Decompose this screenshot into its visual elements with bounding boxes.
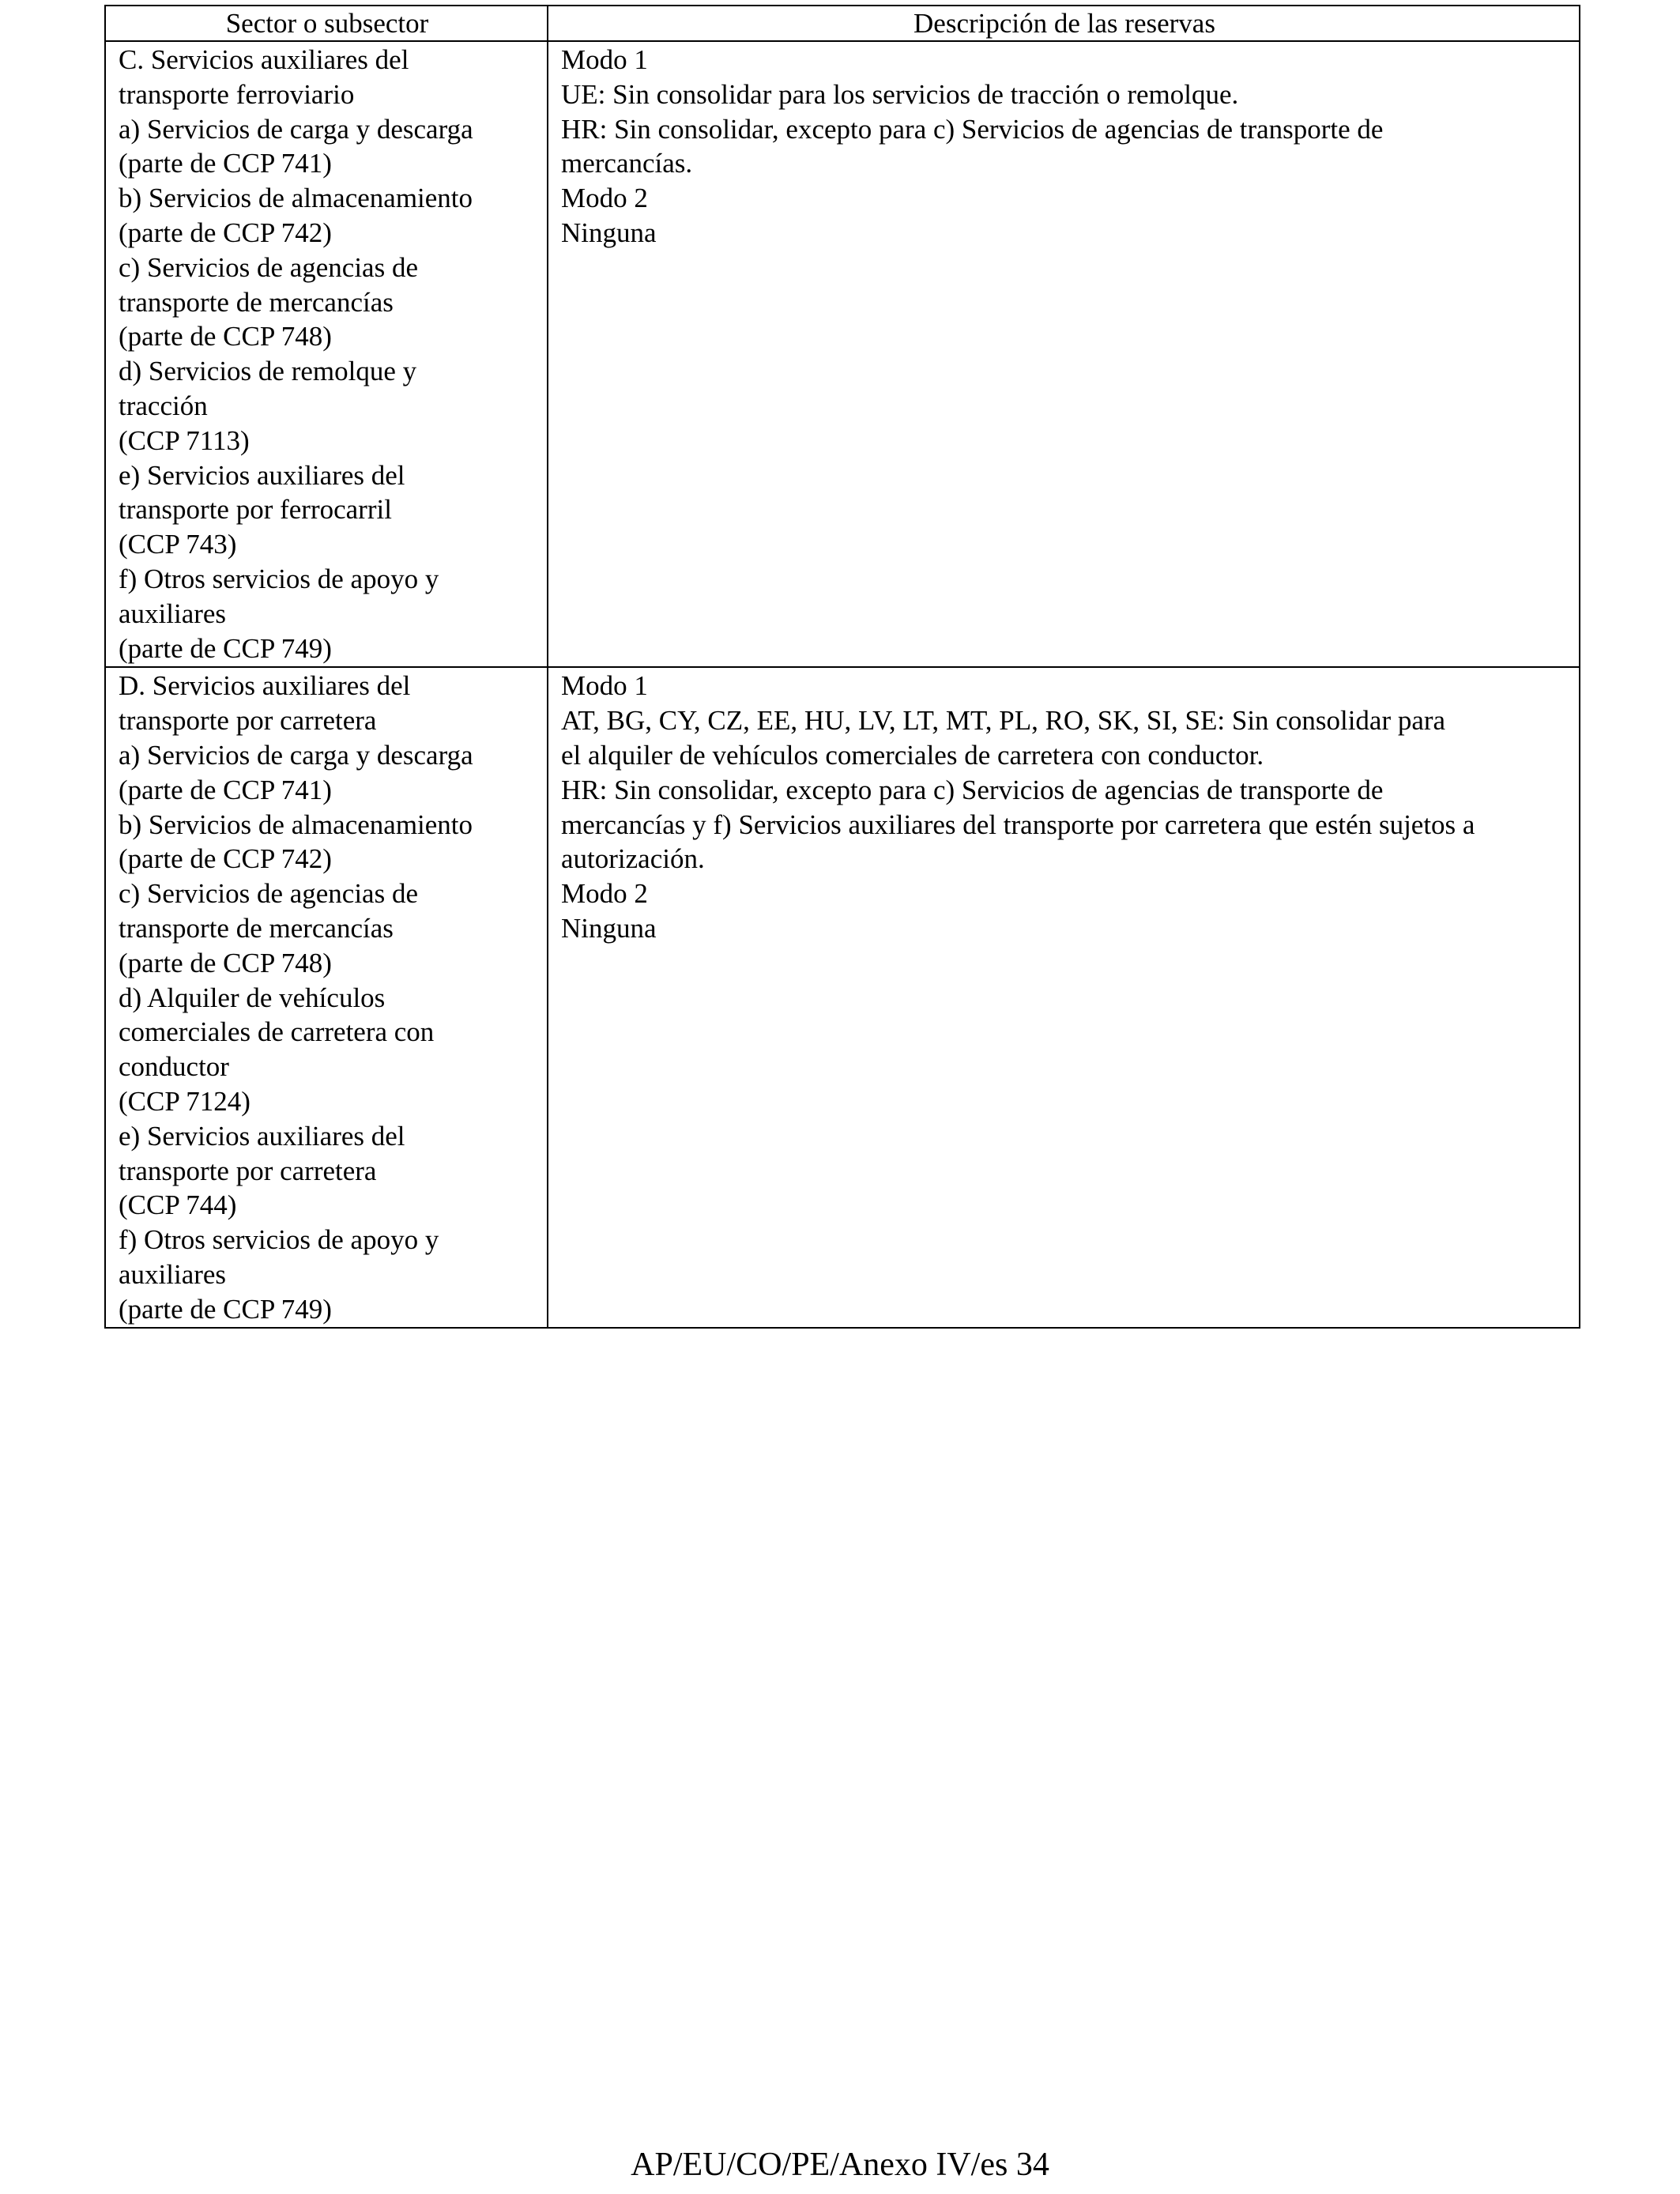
sector-line: e) Servicios auxiliares del	[119, 1120, 405, 1152]
description-cell	[548, 667, 1580, 1328]
sector-cell	[105, 667, 548, 1328]
sector-line: (parte de CCP 748)	[119, 947, 332, 978]
sector-line: comerciales de carretera con	[119, 1016, 435, 1048]
sector-line: (CCP 7113)	[119, 424, 250, 456]
description-line: mercancías.	[561, 148, 693, 179]
description-line: el alquiler de vehículos comerciales de carretera con conductor.	[561, 739, 1264, 771]
sector-line: (parte de CCP 749)	[119, 632, 332, 664]
sector-line: transporte de mercancías	[119, 286, 394, 318]
sector-line: auxiliares	[119, 1258, 227, 1290]
description-line: UE: Sin consolidar para los servicios de tracción o remolque.	[561, 78, 1239, 110]
sector-line: f) Otros servicios de apoyo y	[119, 1224, 439, 1256]
page-footer: AP/EU/CO/PE/Anexo IV/es 34	[631, 2147, 1049, 2183]
sector-line: (parte de CCP 741)	[119, 774, 332, 805]
sector-line: d) Alquiler de vehículos	[119, 982, 386, 1013]
sector-line: (parte de CCP 742)	[119, 843, 332, 875]
description-line: HR: Sin consolidar, excepto para c) Servicios de agencias de transporte de	[561, 113, 1384, 145]
sector-line: conductor	[119, 1051, 229, 1083]
description-line: Ninguna	[561, 912, 657, 944]
header-sector: Sector o subsector	[105, 6, 548, 41]
description-line: Modo 2	[561, 878, 648, 910]
description-cell	[548, 41, 1580, 667]
sector-line: (parte de CCP 749)	[119, 1293, 332, 1325]
description-line: AT, BG, CY, CZ, EE, HU, LV, LT, MT, PL, RO, SK, SI, SE: Sin consolidar para	[561, 705, 1446, 737]
sector-line: a) Servicios de carga y descarga	[119, 113, 473, 145]
sector-line: (parte de CCP 742)	[119, 217, 332, 248]
sector-line: e) Servicios auxiliares del	[119, 459, 405, 491]
table-row	[105, 667, 1580, 1328]
sector-line: tracción	[119, 390, 208, 421]
sector-line: (CCP 7124)	[119, 1085, 250, 1117]
sector-line: C. Servicios auxiliares del	[119, 44, 409, 75]
sector-line: b) Servicios de almacenamiento	[119, 183, 473, 214]
sector-line: f) Otros servicios de apoyo y	[119, 563, 439, 594]
sector-line: auxiliares	[119, 598, 227, 629]
description-line: Modo 2	[561, 183, 648, 214]
table-row	[105, 41, 1580, 667]
sector-line: transporte por ferrocarril	[119, 494, 392, 526]
sector-line: D. Servicios auxiliares del	[119, 670, 411, 702]
description-line: Ninguna	[561, 217, 657, 248]
sector-line: transporte de mercancías	[119, 912, 394, 944]
table-header-row	[105, 6, 1580, 41]
header-description: Descripción de las reservas	[548, 6, 1580, 41]
reserves-table	[104, 5, 1580, 1329]
sector-line: a) Servicios de carga y descarga	[119, 739, 473, 771]
sector-line: (CCP 744)	[119, 1189, 237, 1221]
description-line: mercancías y f) Servicios auxiliares del transporte por carretera que estén sujetos a	[561, 809, 1475, 840]
sector-line: transporte por carretera	[119, 705, 377, 737]
sector-line: (CCP 743)	[119, 529, 237, 560]
description-line: Modo 1	[561, 44, 648, 75]
sector-line: transporte por carretera	[119, 1155, 377, 1186]
description-line: Modo 1	[561, 670, 648, 702]
sector-line: b) Servicios de almacenamiento	[119, 809, 473, 840]
sector-line: c) Servicios de agencias de	[119, 251, 419, 283]
sector-line: transporte ferroviario	[119, 78, 355, 110]
sector-line: (parte de CCP 748)	[119, 321, 332, 352]
sector-cell	[105, 41, 548, 667]
sector-line: (parte de CCP 741)	[119, 148, 332, 179]
description-line: autorización.	[561, 843, 705, 875]
sector-line: d) Servicios de remolque y	[119, 356, 417, 387]
description-line: HR: Sin consolidar, excepto para c) Servicios de agencias de transporte de	[561, 774, 1384, 805]
sector-line: c) Servicios de agencias de	[119, 878, 419, 910]
